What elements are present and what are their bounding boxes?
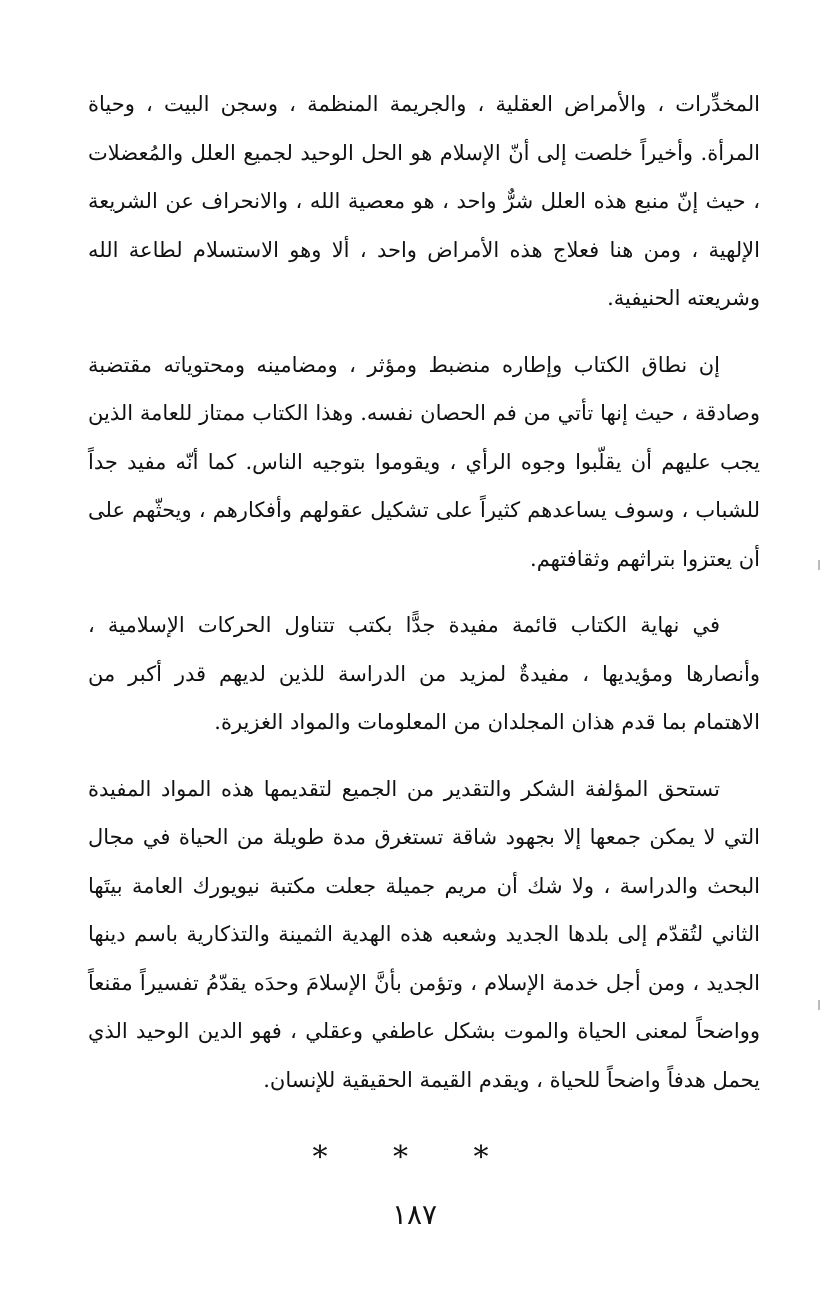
section-divider: * * *: [312, 1140, 517, 1175]
paragraph-4: تستحق المؤلفة الشكر والتقدير من الجميع لتقديمها هذه المواد المفيدة التي لا يمكن جمعها إلا بجهود شاقة تستغرق مدة طويلة من الحياة في مجال البحث والدراسة ، ولا شك أن مريم جميلة جعلت مكتبة نيويورك العامة بيتَها الثاني لتُقدّم إلى بلدها الجديد وشعبه هذه الهدية الثمينة والتذكارية باسم دينها الجديد ، ومن أجل خدمة الإسلام ، وتؤمن بأنَّ الإسلامَ وحدَه يقدّمُ تفسيراً مقنعاً وواضحاً لمعنى الحياة والموت بشكل عاطفي وعقلي ، فهو الدين الوحيد الذي يحمل هدفاً واضحاً للحياة ، ويقدم القيمة الحقيقية للإنسان.: [88, 776, 760, 1092]
body-text: [88, 80, 760, 1104]
paragraph-2: إن نطاق الكتاب وإطاره منضبط ومؤثر ، ومضامينه ومحتوياته مقتضبة وصادقة ، حيث إنها تأتي من فم الحصان نفسه. وهذا الكتاب ممتاز للعامة الذين يجب عليهم أن يقلّبوا وجوه الرأي ، ويقوموا بتوجيه الناس. كما أنّه مفيد جداً للشباب ، وسوف يساعدهم كثيراً على تشكيل عقولهم وأفكارهم ، ويحثّهم على أن يعتزوا بتراثهم وثقافتهم.: [88, 352, 760, 571]
margin-mark: [818, 1000, 820, 1010]
margin-mark: [818, 560, 820, 570]
paragraph-3: في نهاية الكتاب قائمة مفيدة جدًّا بكتب تتناول الحركات الإسلامية ، وأنصارها ومؤيديها ، مفيدةٌ لمزيد من الدراسة للذين لديهم قدر أكبر من الاهتمام بما قدم هذان المجلدان من المعلومات والمواد الغزيرة.: [88, 613, 760, 734]
paragraph-1: المخدِّرات ، والأمراض العقلية ، والجريمة المنظمة ، وسجن البيت ، وحياة المرأة. وأخيراً خلصت إلى أنّ الإسلام هو الحل الوحيد لجميع العلل والمُعضلات ، حيث إنّ منبع هذه العلل شرٌّ واحد ، هو معصية الله ، والانحراف عن الشريعة الإلهية ، ومن هنا فعلاج هذه الأمراض واحد ، ألا وهو الاستسلام لطاعة الله وشريعته الحنيفية.: [88, 92, 760, 310]
page-number: ١٨٧: [391, 1198, 438, 1231]
